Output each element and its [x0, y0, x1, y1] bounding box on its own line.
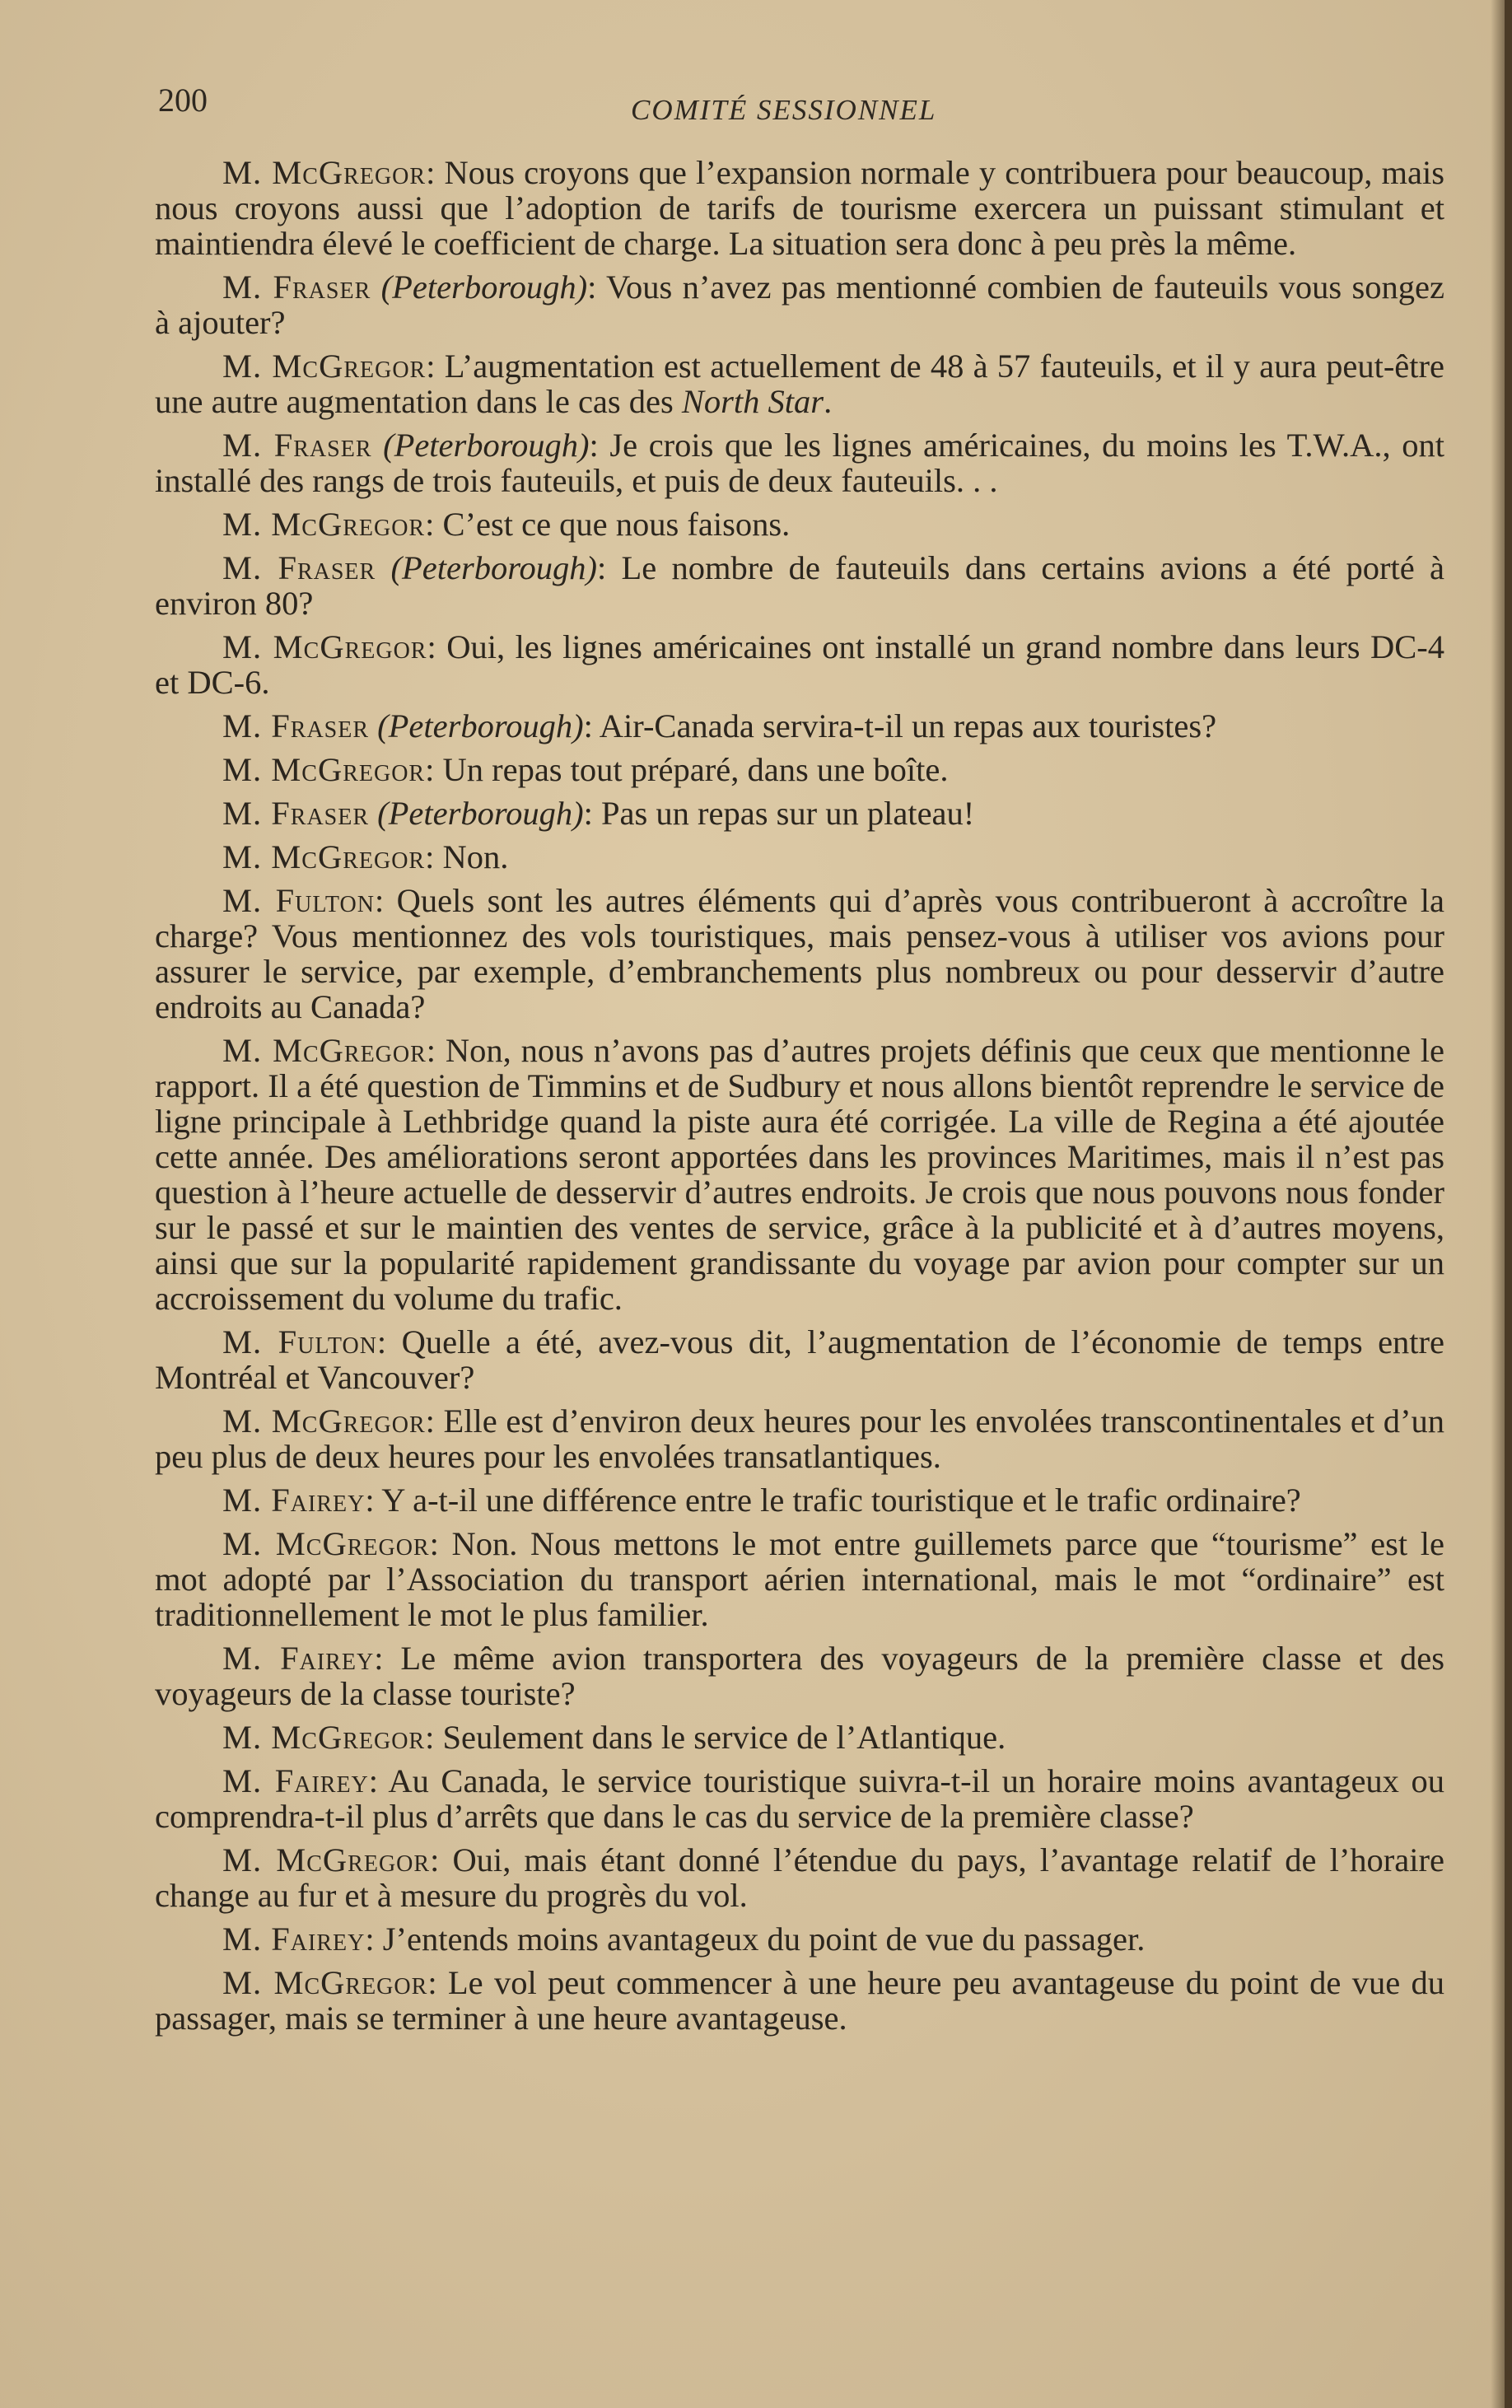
- transcript-paragraph: [155, 1842, 1444, 1913]
- transcript-paragraph: [155, 708, 1444, 744]
- transcript-paragraph: [155, 752, 1444, 787]
- paragraph-text: Quels sont les autres éléments qui d’après vous contribueront à accroître la charge? Vous mentionnez des vols touristiques, mais pensez-vous à utiliser vos avions pour assurer le service, par exemple, d’embranchements plus nombreux ou pour desservir d’autre endroits au Canada?: [155, 882, 1444, 1025]
- transcript-paragraph: [155, 629, 1444, 700]
- paragraph-text: Y a-t-il une différence entre le trafic touristique et le trafic ordinaire?: [381, 1482, 1301, 1519]
- riding-wrapper: [369, 795, 584, 832]
- transcript-body: [155, 155, 1444, 2044]
- page-edge: [1505, 0, 1512, 2408]
- paragraph-text: Un repas tout préparé, dans une boîte.: [442, 751, 949, 788]
- paragraph-text: Oui, mais étant donné l’étendue du pays, l’avantage relatif de l’horaire change au fur et à mesure du progrès du vol.: [155, 1841, 1444, 1914]
- speaker-name: M. Fairey: [222, 1920, 366, 1958]
- speaker-colon: :: [425, 838, 443, 875]
- speaker-name: M. Fraser: [222, 427, 372, 464]
- paragraph-text-after: .: [824, 383, 833, 420]
- speaker-colon: :: [368, 1762, 389, 1799]
- speaker-name: M. McGregor: [222, 1964, 428, 2001]
- speaker-colon: :: [429, 1525, 452, 1562]
- paragraph-text: Nous croyons que l’expansion normale y contribuera pour beaucoup, mais nous croyons aussi que l’adoption de tarifs de tourisme exercera un puissant stimulant et maintiendra élevé le coefficient de charge. La situation sera donc à peu près la même.: [155, 154, 1444, 262]
- speaker-name: M. Fulton: [222, 882, 375, 919]
- speaker-colon: :: [365, 1920, 383, 1958]
- riding-wrapper: [369, 707, 584, 744]
- paragraph-text: Vous n’avez pas mentionné combien de fauteuils vous songez à ajouter?: [155, 268, 1444, 341]
- speaker-riding: (Peterborough): [380, 268, 588, 306]
- paragraph-text: Air-Canada servira-t-il un repas aux touristes?: [599, 707, 1217, 744]
- transcript-paragraph: [155, 839, 1444, 875]
- speaker-colon: :: [426, 154, 445, 191]
- italic-wrapper: [674, 383, 824, 420]
- speaker-name: M. Fairey: [222, 1762, 369, 1799]
- transcript-paragraph: [155, 1324, 1444, 1395]
- transcript-paragraph: [155, 1482, 1444, 1518]
- transcript-paragraph: [155, 1921, 1444, 1957]
- speaker-name: M. McGregor: [222, 1719, 426, 1756]
- speaker-colon: :: [587, 268, 606, 306]
- speaker-name: M. Fairey: [222, 1640, 375, 1677]
- speaker-name: M. McGregor: [222, 1841, 431, 1878]
- transcript-paragraph: [155, 1526, 1444, 1632]
- paragraph-text: Non, nous n’avons pas d’autres projets définis que ceux que mentionne le rapport. Il a été question de Timmins et de Sudbury et nous allons bientôt reprendre le service de ligne principale à Lethbridge quand la piste aura été corrigée. La ville de Regina a été ajoutée cette année. Des améliorations seront apportées dans les provinces Maritimes, mais il n’est pas question à l’heure actuelle de desservir d’autres endroits. Je crois que nous pouvons nous fonder sur le passé et sur le maintien des ventes de service, grâce à la publicité et à d’autres moyens, ainsi que sur la popularité rapidement grandissante du voyage par avion pour compter sur un accroissement du volume du trafic.: [155, 1032, 1444, 1317]
- transcript-paragraph: [155, 269, 1444, 340]
- speaker-name: M. Fraser: [222, 795, 370, 832]
- speaker-colon: :: [374, 882, 397, 919]
- riding-wrapper: [371, 268, 587, 306]
- speaker-name: M. Fulton: [222, 1323, 377, 1360]
- speaker-colon: :: [583, 795, 601, 832]
- paragraph-italic-text: North Star: [681, 383, 824, 420]
- speaker-colon: :: [583, 707, 600, 744]
- speaker-name: M. Fairey: [222, 1482, 366, 1519]
- speaker-colon: :: [365, 1482, 382, 1519]
- page-number: 200: [158, 82, 208, 119]
- paragraph-text: C’est ce que nous faisons.: [442, 506, 791, 543]
- running-title: COMITÉ SESSIONNEL: [631, 94, 937, 126]
- speaker-colon: :: [425, 1719, 443, 1756]
- speaker-colon: :: [427, 628, 447, 665]
- paragraph-text: Le vol peut commencer à une heure peu avantageuse du point de vue du passager, mais se terminer à une heure avantageuse.: [155, 1964, 1445, 2037]
- paragraph-text: Non. Nous mettons le mot entre guillemets parce que “tourisme” est le mot adopté par l’Association du transport aérien international, mais le mot “ordinaire” est traditionnellement le mot le plus familier.: [155, 1525, 1445, 1633]
- transcript-paragraph: [155, 1965, 1444, 2036]
- transcript-paragraph: [155, 427, 1444, 498]
- speaker-name: M. Fraser: [222, 268, 371, 306]
- paragraph-text: Elle est d’environ deux heures pour les envolées transcontinentales et d’un peu plus de deux heures pour les envolées transatlantiques.: [155, 1402, 1444, 1475]
- paragraph-text: Seulement dans le service de l’Atlantique.: [442, 1719, 1006, 1756]
- speaker-colon: :: [426, 348, 445, 385]
- speaker-name: M. McGregor: [222, 1525, 430, 1562]
- speaker-colon: :: [425, 751, 443, 788]
- paragraph-text: Je crois que les lignes américaines, du moins les T.W.A., ont installé des rangs de trois fauteuils, et puis de deux fauteuils. . .: [155, 427, 1444, 499]
- riding-wrapper: [376, 549, 597, 586]
- paragraph-text: Oui, les lignes américaines ont installé un grand nombre dans leurs DC-4 et DC-6.: [155, 628, 1444, 701]
- transcript-paragraph: [155, 1720, 1444, 1755]
- speaker-name: M. McGregor: [222, 154, 427, 191]
- transcript-paragraph: [155, 155, 1444, 261]
- speaker-riding: (Peterborough): [390, 549, 597, 586]
- transcript-paragraph: [155, 883, 1444, 1024]
- speaker-name: M. McGregor: [222, 1032, 427, 1069]
- speaker-colon: :: [427, 1964, 448, 2001]
- speaker-riding: (Peterborough): [383, 427, 590, 464]
- paragraph-text: Pas un repas sur un plateau!: [601, 795, 975, 832]
- paragraph-text: Le même avion transportera des voyageurs de la première classe et des voyageurs de la classe touriste?: [155, 1640, 1444, 1712]
- transcript-paragraph: [155, 1033, 1444, 1316]
- paragraph-text: Non.: [442, 838, 509, 875]
- speaker-colon: :: [376, 1323, 402, 1360]
- speaker-colon: :: [374, 1640, 401, 1677]
- speaker-colon: :: [425, 1402, 444, 1440]
- transcript-paragraph: [155, 1763, 1444, 1834]
- speaker-colon: :: [426, 1032, 446, 1069]
- paragraph-text: J’entends moins avantageux du point de vue du passager.: [382, 1920, 1146, 1958]
- transcript-paragraph: [155, 506, 1444, 542]
- speaker-riding: (Peterborough): [377, 707, 584, 744]
- paragraph-text: Quelle a été, avez-vous dit, l’augmentation de l’économie de temps entre Montréal et Vancouver?: [155, 1323, 1445, 1396]
- speaker-name: M. McGregor: [222, 506, 426, 543]
- speaker-name: M. McGregor: [222, 838, 426, 875]
- riding-wrapper: [372, 427, 590, 464]
- speaker-riding: (Peterborough): [377, 795, 584, 832]
- speaker-name: M. McGregor: [222, 751, 426, 788]
- transcript-paragraph: [155, 1403, 1444, 1474]
- paragraph-text: Le nombre de fauteuils dans certains avions a été porté à environ 80?: [155, 549, 1444, 622]
- paragraph-text: Au Canada, le service touristique suivra-t-il un horaire moins avantageux ou comprendra-t-il plus d’arrêts que dans le cas du service de la première classe?: [155, 1762, 1444, 1835]
- speaker-name: M. McGregor: [222, 628, 427, 665]
- speaker-name: M. Fraser: [222, 707, 370, 744]
- transcript-paragraph: [155, 1640, 1444, 1711]
- speaker-colon: :: [596, 549, 622, 586]
- transcript-paragraph: [155, 348, 1444, 419]
- paragraph-text: L’augmentation est actuellement de 48 à 57 fauteuils, et il y aura peut-être une autre augmentation dans le cas des: [155, 348, 1444, 420]
- speaker-name: M. McGregor: [222, 1402, 426, 1440]
- speaker-colon: :: [589, 427, 610, 464]
- speaker-colon: :: [425, 506, 443, 543]
- speaker-colon: :: [430, 1841, 453, 1878]
- transcript-paragraph: [155, 550, 1444, 621]
- transcript-paragraph: [155, 796, 1444, 831]
- speaker-name: M. Fraser: [222, 549, 376, 586]
- speaker-name: M. McGregor: [222, 348, 427, 385]
